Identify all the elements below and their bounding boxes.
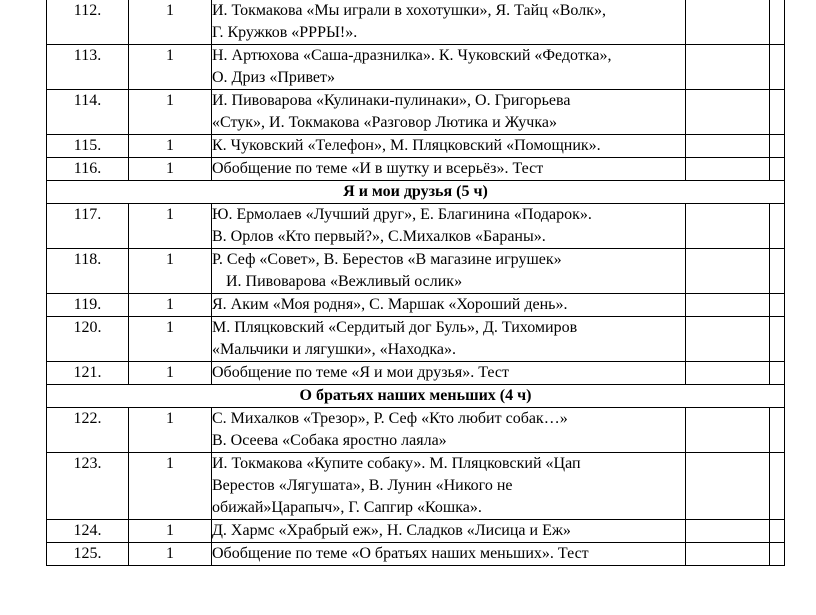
lesson-number: 117. [47,204,129,249]
note-cell [770,204,785,249]
lesson-topic [212,90,686,135]
lesson-topic-line: С. Михалков «Трезор», Р. Сеф «Кто любит собак…» [212,410,568,427]
lesson-number: 122. [47,408,129,453]
lesson-number: 113. [47,45,129,90]
lesson-plan-table [46,0,785,566]
lesson-topic-line: Обобщение по теме «И в шутку и всерьёз». Тест [212,160,544,177]
date-cell [686,362,770,385]
date-cell [686,90,770,135]
lesson-number: 120. [47,317,129,362]
date-cell [686,249,770,294]
lesson-topic-line: М. Пляцковский «Сердитый дог Буль», Д. Тихомиров [212,319,578,336]
lesson-row [47,453,785,520]
lesson-row [47,317,785,362]
lesson-row [47,249,785,294]
lesson-number: 121. [47,362,129,385]
lesson-topic-line: В. Осеева «Собака яростно лаяла» [212,432,447,449]
lesson-row [47,204,785,249]
lesson-hours: 1 [129,543,212,566]
lesson-hours: 1 [129,520,212,543]
lesson-topic [212,0,686,45]
lesson-topic [212,362,686,385]
lesson-hours: 1 [129,362,212,385]
lesson-topic [212,249,686,294]
lesson-row [47,158,785,181]
section-header-row [47,385,785,408]
lesson-topic [212,317,686,362]
lesson-topic-line: Обобщение по теме «О братьях наших меньших». Тест [212,545,589,562]
lesson-hours: 1 [129,0,212,45]
lesson-number: 116. [47,158,129,181]
lesson-number: 118. [47,249,129,294]
date-cell [686,135,770,158]
lesson-topic-line: Д. Хармс «Храбрый еж», Н. Сладков «Лисица и Еж» [212,522,571,539]
lesson-row [47,294,785,317]
section-title: О братьях наших меньших (4 ч) [47,385,785,408]
lesson-topic-line: И. Токмакова «Купите собаку». М. Пляцковский «Цап [212,455,581,472]
note-cell [770,543,785,566]
date-cell [686,294,770,317]
lesson-hours: 1 [129,294,212,317]
section-title: Я и мои друзья (5 ч) [47,181,785,204]
lesson-row [47,408,785,453]
date-cell [686,543,770,566]
date-cell [686,408,770,453]
lesson-topic [212,543,686,566]
note-cell [770,90,785,135]
note-cell [770,362,785,385]
lesson-topic-line: К. Чуковский «Телефон», М. Пляцковский «Помощник». [212,137,601,154]
lesson-topic-line: И. Пивоварова «Кулинаки-пулинаки», О. Григорьева [212,92,571,109]
note-cell [770,294,785,317]
lesson-row [47,520,785,543]
section-header-row [47,181,785,204]
date-cell [686,0,770,45]
lesson-topic [212,520,686,543]
lesson-topic-line: Я. Аким «Моя родня», С. Маршак «Хороший день». [212,296,568,313]
lesson-topic-line: Верестов «Лягушата», В. Лунин «Никого не [212,477,513,494]
note-cell [770,158,785,181]
date-cell [686,453,770,520]
note-cell [770,0,785,45]
lesson-topic-line: Обобщение по теме «Я и мои друзья». Тест [212,364,509,381]
lesson-topic [212,408,686,453]
note-cell [770,249,785,294]
lesson-number: 125. [47,543,129,566]
lesson-number: 123. [47,453,129,520]
lesson-topic [212,45,686,90]
lesson-topic-line: И. Токмакова «Мы играли в хохотушки», Я. Тайц «Волк», [212,2,606,19]
lesson-topic-line: В. Орлов «Кто первый?», С.Михалков «Бараны». [212,228,546,245]
lesson-topic-line: обижай»Царапыч», Г. Сапгир «Кошка». [212,499,482,516]
lesson-hours: 1 [129,408,212,453]
note-cell [770,45,785,90]
lesson-topic-line: «Мальчики и лягушки», «Находка». [212,341,456,358]
lesson-row [47,0,785,45]
note-cell [770,317,785,362]
note-cell [770,135,785,158]
lesson-topic-line: Г. Кружков «РРРЫ!». [212,24,358,41]
date-cell [686,158,770,181]
lesson-hours: 1 [129,453,212,520]
lesson-hours: 1 [129,135,212,158]
lesson-hours: 1 [129,317,212,362]
lesson-hours: 1 [129,45,212,90]
lesson-number: 119. [47,294,129,317]
lesson-row [47,45,785,90]
lesson-number: 115. [47,135,129,158]
lesson-row [47,135,785,158]
date-cell [686,317,770,362]
lesson-topic-line: О. Дриз «Привет» [212,69,336,86]
lesson-number: 112. [47,0,129,45]
lesson-topic-line: Ю. Ермолаев «Лучший друг», Е. Благинина «Подарок». [212,206,592,223]
lesson-topic [212,453,686,520]
lesson-row [47,543,785,566]
lesson-topic [212,204,686,249]
lesson-topic [212,158,686,181]
lesson-hours: 1 [129,158,212,181]
lesson-topic [212,135,686,158]
lesson-topic-line: Н. Артюхова «Саша-дразнилка». К. Чуковский «Федотка», [212,47,612,64]
note-cell [770,453,785,520]
lesson-topic [212,294,686,317]
lesson-hours: 1 [129,249,212,294]
lesson-number: 124. [47,520,129,543]
date-cell [686,45,770,90]
lesson-hours: 1 [129,204,212,249]
date-cell [686,520,770,543]
lesson-topic-line: Р. Сеф «Совет», В. Берестов «В магазине игрушек» [212,251,562,268]
note-cell [770,520,785,543]
date-cell [686,204,770,249]
lesson-topic-line: И. Пивоварова «Вежливый ослик» [226,273,463,290]
lesson-number: 114. [47,90,129,135]
lesson-row [47,90,785,135]
lesson-hours: 1 [129,90,212,135]
note-cell [770,408,785,453]
lesson-row [47,362,785,385]
lesson-plan-body [47,0,785,566]
lesson-topic-line: «Стук», И. Токмакова «Разговор Лютика и Жучка» [212,114,557,131]
